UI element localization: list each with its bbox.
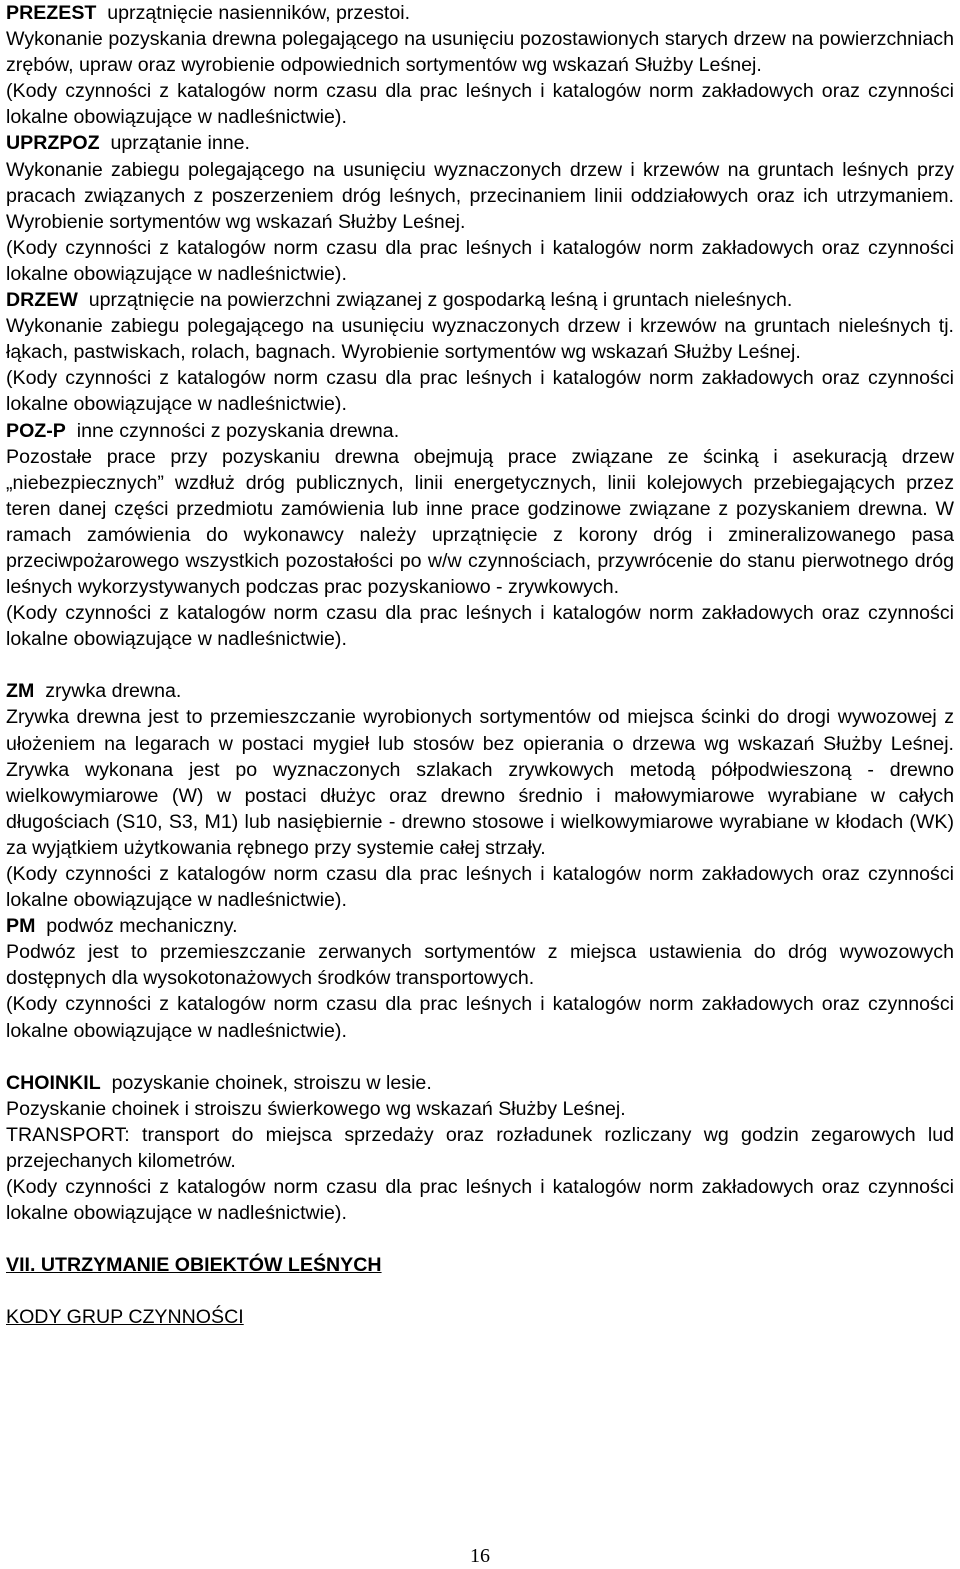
section-title: VII. UTRZYMANIE OBIEKTÓW LEŚNYCH — [6, 1254, 382, 1277]
block-codes-note: (Kody czynności z katalogów norm czasu dla prac leśnych i katalogów norm zakładowych oraz czynności lokalne obowiązujące w nadleśnictwie). — [6, 993, 954, 1042]
activity-code: CHOINKIL — [6, 1071, 101, 1094]
spacer — [6, 1278, 954, 1304]
activity-title: uprzątnięcie nasienników, przestoi. — [107, 2, 411, 24]
spacer — [6, 1226, 954, 1252]
activity-title: uprzątnięcie na powierzchni związanej z gospodarką leśną i gruntach nieleśnych. — [88, 289, 793, 312]
codes-heading: KODY GRUP CZYNNOŚCI — [6, 1306, 244, 1329]
block-description: Podwóz jest to przemieszczanie zerwanych sortymentów z miejsca ustawienia do dróg wywozowych dostępnych dla wysokotonażowych środków transportowych. — [6, 941, 954, 990]
block-description: Wykonanie pozyskania drewna polegającego na usunięciu pozostawionych starych drzew na powierzchniach zrębów, upraw oraz wyrobienie odpowiednich sortymentów wg wskazań Służby Leśnej. — [6, 28, 954, 77]
activity-title: pozyskanie choinek, stroiszu w lesie. — [111, 1071, 432, 1094]
activity-title: inne czynności z pozyskania drewna. — [76, 419, 400, 442]
block-pm — [6, 913, 954, 1043]
document-page — [6, 0, 954, 1330]
block-poz-p — [6, 418, 954, 653]
block-heading — [6, 130, 954, 156]
activity-title: podwóz mechaniczny. — [46, 915, 238, 938]
spacer — [6, 652, 954, 678]
block-codes-note: (Kody czynności z katalogów norm czasu dla prac leśnych i katalogów norm zakładowych oraz czynności lokalne obowiązujące w nadleśnictwie). — [6, 236, 954, 285]
block-description: Wykonanie zabiegu polegającego na usunięciu wyznaczonych drzew i krzewów na gruntach nieleśnych tj. łąkach, pastwiskach, rolach, bagnach. Wyrobienie sortymentów wg wskazań Służby Leśnej. — [6, 315, 954, 364]
block-description: Zrywka drewna jest to przemieszczanie wyrobionych sortymentów od miejsca ścinki do drogi wywozowej z ułożeniem na legarach w postaci mygieł lub stosów bez opierania o drzewa wg wskazań Służby Leśnej. Zrywka wykonana jest po wyznaczonych szlakach zrywkowych metodą półpodwieszoną - drewno wielkowymiarowe (W) w postaci dłużyc oraz drewno średnio i małowymiarowe wyrabiane w całych długościach (S10, S3, M1) lub nasiębiernie - drewno stosowe i wielkowymiarowe wyrabiane w kłodach (WK) za wyjątkiem użytkowania rębnego przy systemie całej strzały. — [6, 706, 954, 859]
activity-code: DRZEW — [6, 289, 78, 312]
block-heading — [6, 0, 954, 26]
block-description: Wykonanie zabiegu polegającego na usunięciu wyznaczonych drzew i krzewów na gruntach leśnych przy pracach związanych z poszerzeniem dróg leśnych, przecinaniem linii oddziałowych oraz ich utrzymaniem. Wyrobienie sortymentów wg wskazań Służby Leśnej. — [6, 158, 954, 233]
block-heading — [6, 913, 954, 939]
block-codes-note: (Kody czynności z katalogów norm czasu dla prac leśnych i katalogów norm zakładowych oraz czynności lokalne obowiązujące w nadleśnictwie). — [6, 602, 954, 651]
block-codes-note: (Kody czynności z katalogów norm czasu dla prac leśnych i katalogów norm zakładowych oraz czynności lokalne obowiązujące w nadleśnictwie). — [6, 1176, 954, 1225]
activity-title: zrywka drewna. — [45, 680, 182, 703]
block-heading — [6, 1070, 954, 1096]
page-number: 16 — [470, 1545, 490, 1567]
block-codes-note: (Kody czynności z katalogów norm czasu dla prac leśnych i katalogów norm zakładowych oraz czynności lokalne obowiązujące w nadleśnictwie). — [6, 367, 954, 416]
block-codes-note: (Kody czynności z katalogów norm czasu dla prac leśnych i katalogów norm zakładowych oraz czynności lokalne obowiązujące w nadleśnictwie). — [6, 863, 954, 912]
block-codes-note: (Kody czynności z katalogów norm czasu dla prac leśnych i katalogów norm zakładowych oraz czynności lokalne obowiązujące w nadleśnictwie). — [6, 80, 954, 129]
block-choinkil — [6, 1070, 954, 1227]
block-uprzpoz — [6, 130, 954, 287]
block-description: Pozyskanie choinek i stroiszu świerkowego wg wskazań Służby Leśnej. — [6, 1097, 626, 1120]
block-zm — [6, 678, 954, 913]
block-transport-note: TRANSPORT: transport do miejsca sprzedaży oraz rozładunek rozliczany wg godzin zegarowych lud przejechanych kilometrów. — [6, 1123, 954, 1172]
block-drzew — [6, 287, 954, 417]
block-heading — [6, 678, 954, 704]
activity-code: PM — [6, 915, 36, 938]
block-prezest — [6, 0, 954, 130]
spacer — [6, 1044, 954, 1070]
activity-code: PREZEST — [6, 2, 97, 24]
block-description: Pozostałe prace przy pozyskaniu drewna obejmują prace związane ze ścinką i asekuracją drzew „niebezpiecznych” wzdłuż dróg publicznych, linii energetycznych, linii kolejowych przebiegających przez teren danej części przedmiotu zamówienia lub inne prace godzinowe związane z pozyskaniem drewna. W ramach zamówienia do wykonawcy należy uprzątnięcie z korony dróg i zmineralizowanego pasa przeciwpożarowego wszystkich pozostałości po w/w czynnościach, przywrócenie do stanu pierwotnego dróg leśnych wykorzystywanych podczas prac pozyskaniowo - zrywkowych. — [6, 445, 954, 599]
activity-code: POZ-P — [6, 419, 66, 442]
activity-code: UPRZPOZ — [6, 132, 100, 155]
block-heading — [6, 287, 954, 313]
activity-code: ZM — [6, 680, 35, 703]
block-heading — [6, 418, 954, 444]
activity-title: uprzątanie inne. — [110, 132, 250, 155]
